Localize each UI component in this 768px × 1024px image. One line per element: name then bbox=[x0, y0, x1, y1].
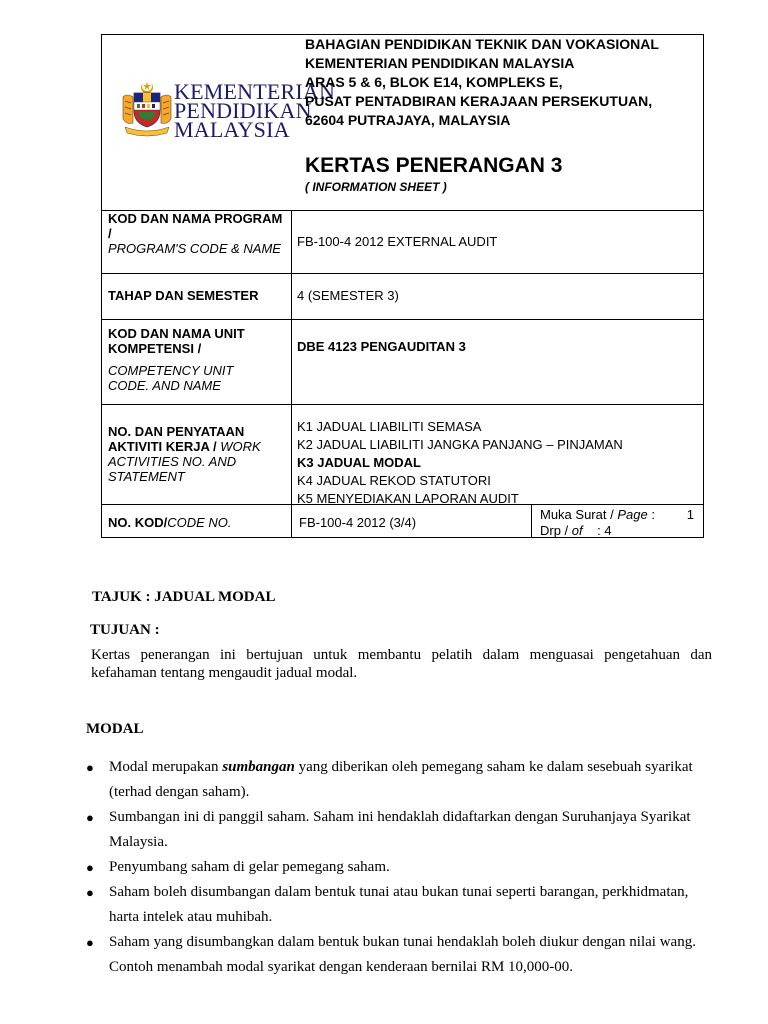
program-label-italic: PROGRAM'S CODE & NAME bbox=[108, 241, 281, 256]
drp-label: Drp / bbox=[540, 523, 569, 538]
total-pages: 4 bbox=[604, 523, 612, 538]
aktiviti-list bbox=[297, 418, 623, 508]
aktiviti-item: K4 JADUAL REKOD STATUTORI bbox=[297, 473, 491, 488]
aktiviti-item-current: K3 JADUAL MODAL bbox=[297, 455, 421, 470]
address-line: PUSAT PENTADBIRAN KERAJAAN PERSEKUTUAN, bbox=[305, 93, 653, 109]
muka-surat-label: Muka Surat / bbox=[540, 507, 614, 522]
bullet-icon: ● bbox=[86, 935, 94, 950]
bullet-text: Penyumbang saham di gelar pemegang saham. bbox=[109, 859, 390, 875]
topic-heading: TAJUK : JADUAL MODAL bbox=[92, 589, 276, 605]
bullet-text: Modal merupakan bbox=[109, 759, 223, 775]
address-line: 62604 PUTRAJAYA, MALAYSIA bbox=[305, 112, 511, 128]
kod-label-bold: NO. KOD/ bbox=[108, 515, 168, 530]
objective-heading: TUJUAN : bbox=[90, 622, 160, 638]
objective-text: Kertas penerangan ini bertujuan untuk membantu pelatih dalam menguasai pengetahuan dan kefahaman tentang mengaudit jadual modal. bbox=[91, 647, 712, 681]
bullet-text: Saham yang disumbangkan dalam bentuk bukan tunai hendaklah boleh diukur dengan nilai wang. Contoh menambah modal syarikat dengan kenderaan bernilai RM 10,000-00. bbox=[109, 934, 696, 975]
list-item bbox=[86, 880, 712, 930]
logo-line-3: MALAYSIA bbox=[174, 117, 290, 142]
document-subtitle: ( INFORMATION SHEET ) bbox=[305, 180, 447, 194]
address-block bbox=[305, 35, 659, 130]
bullet-list bbox=[86, 755, 712, 980]
address-line: KEMENTERIAN PENDIDIKAN MALAYSIA bbox=[305, 55, 575, 71]
address-line: BAHAGIAN PENDIDIKAN TEKNIK DAN VOKASIONAL bbox=[305, 36, 659, 52]
document-title: KERTAS PENERANGAN 3 bbox=[305, 154, 563, 177]
unit-label-italic: COMPETENCY UNIT CODE. AND NAME bbox=[108, 363, 234, 393]
unit-value: DBE 4123 PENGAUDITAN 3 bbox=[297, 339, 466, 354]
list-item bbox=[86, 805, 712, 855]
divider bbox=[102, 319, 703, 320]
list-item bbox=[86, 755, 712, 805]
address-line: ARAS 5 & 6, BLOK E14, KOMPLEKS E, bbox=[305, 74, 563, 90]
page-label: Page bbox=[617, 507, 648, 522]
bullet-text: yang diberikan oleh pemegang saham ke dalam sesebuah syarikat (terhad dengan saham). bbox=[109, 759, 693, 800]
bullet-icon: ● bbox=[86, 810, 94, 825]
kod-value: FB-100-4 2012 (3/4) bbox=[299, 515, 417, 530]
divider bbox=[102, 404, 703, 405]
aktiviti-label bbox=[108, 424, 283, 484]
unit-label bbox=[108, 326, 273, 393]
list-item bbox=[86, 855, 712, 880]
list-item bbox=[86, 930, 712, 980]
bullet-icon: ● bbox=[86, 860, 94, 875]
divider bbox=[291, 210, 292, 538]
page-info: Muka Surat / Page : 1 Drp / of : 4 bbox=[540, 507, 694, 538]
program-label bbox=[108, 211, 288, 256]
tahap-value: 4 (SEMESTER 3) bbox=[297, 288, 399, 303]
aktiviti-label-italic: WORK ACTIVITIES NO. AND STATEMENT bbox=[108, 439, 261, 484]
page-number: 1 bbox=[686, 507, 694, 522]
ministry-crest-icon bbox=[117, 79, 177, 139]
logo-line-2: PENDIDIKAN bbox=[174, 98, 312, 123]
kod-label bbox=[108, 515, 232, 530]
logo-line-1: KEMENTERIAN bbox=[174, 79, 336, 104]
program-value: FB-100-4 2012 EXTERNAL AUDIT bbox=[297, 234, 498, 249]
divider bbox=[102, 273, 703, 274]
bullet-text: Sumbangan ini di panggil saham. Saham ini hendaklah didaftarkan dengan Suruhanjaya Syarikat Malaysia. bbox=[109, 809, 691, 850]
aktiviti-label-bold: NO. DAN PENYATAAN AKTIVITI KERJA / bbox=[108, 424, 245, 454]
header-table bbox=[101, 34, 704, 538]
bullet-text: Saham boleh disumbangan dalam bentuk tunai atau bukan tunai seperti barangan, perkhidmatan, harta intelek atau muhibah. bbox=[109, 884, 689, 925]
aktiviti-item: K2 JADUAL LIABILITI JANGKA PANJANG – PINJAMAN bbox=[297, 437, 623, 452]
bullet-icon: ● bbox=[86, 760, 94, 775]
section-heading: MODAL bbox=[86, 721, 144, 737]
aktiviti-item: K1 JADUAL LIABILITI SEMASA bbox=[297, 419, 482, 434]
divider bbox=[531, 504, 532, 538]
bullet-icon: ● bbox=[86, 885, 94, 900]
kod-label-italic: CODE NO. bbox=[167, 515, 232, 530]
unit-label-bold: KOD DAN NAMA UNIT KOMPETENSI / bbox=[108, 326, 245, 356]
tahap-label: TAHAP DAN SEMESTER bbox=[108, 288, 259, 303]
aktiviti-item: K5 MENYEDIAKAN LAPORAN AUDIT bbox=[297, 491, 519, 506]
program-label-bold: KOD DAN NAMA PROGRAM / bbox=[108, 211, 283, 241]
bullet-emphasis: sumbangan bbox=[222, 759, 295, 775]
of-label: of bbox=[571, 523, 583, 538]
